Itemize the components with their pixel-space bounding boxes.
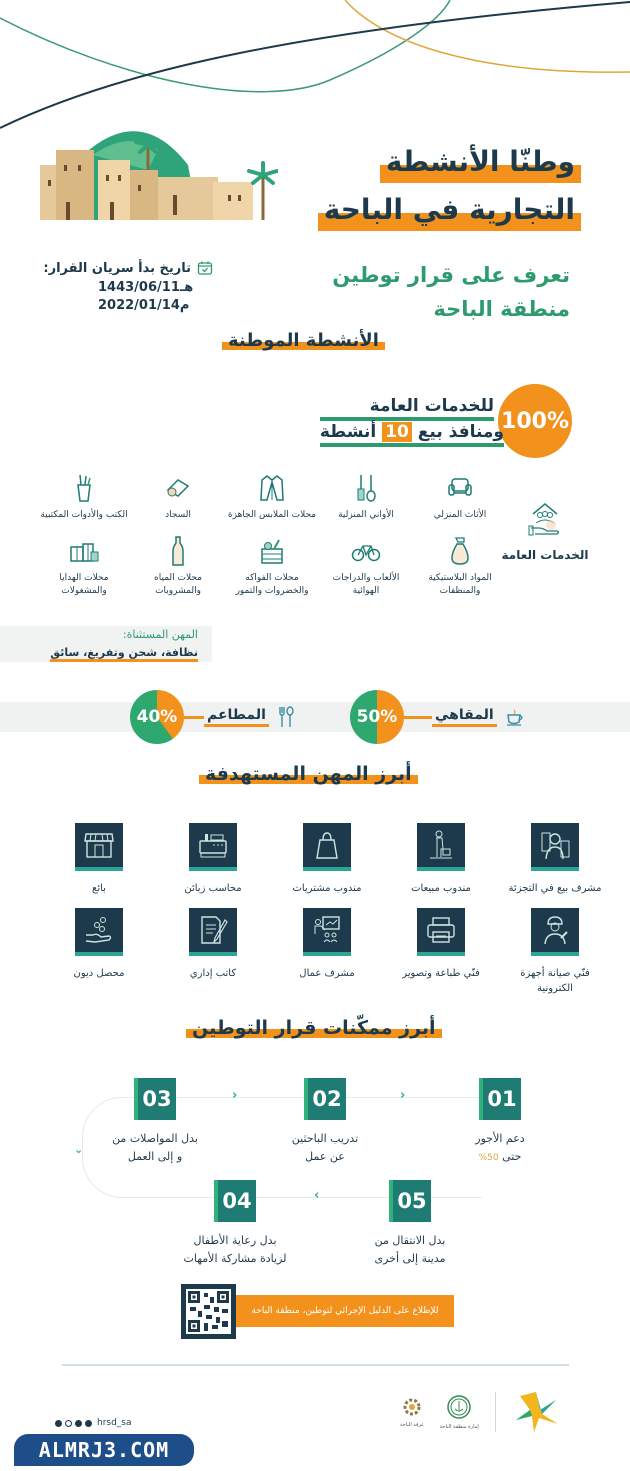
supervisor-icon bbox=[539, 829, 571, 861]
village-illustration bbox=[38, 110, 278, 225]
carpet-roll-icon bbox=[164, 476, 192, 500]
job-item: مندوب مشتريات bbox=[277, 823, 377, 896]
restaurants-percent-badge: 40% bbox=[130, 690, 184, 744]
kitchen-utensils-icon bbox=[354, 473, 378, 503]
jobs-section-title: أبرز المهن المستهدفة bbox=[205, 763, 412, 785]
job-item: مندوب مبيعات bbox=[391, 823, 491, 896]
site-watermark: ALMRJ3.COM bbox=[14, 1434, 194, 1466]
jobs-grid bbox=[35, 823, 605, 996]
printer-icon bbox=[426, 916, 456, 944]
activity-item: محلات الفواكه والخضروات والتمور bbox=[227, 536, 317, 598]
enablers-section-header bbox=[192, 1017, 436, 1039]
gear-logo-icon bbox=[401, 1396, 423, 1418]
general-services-line: للخدمات العامة bbox=[320, 395, 494, 421]
localized-section-header bbox=[228, 330, 379, 351]
flow-chevron-icon: ‹ bbox=[232, 1088, 238, 1103]
emirate-logo: إمارة منطقة الباحة bbox=[440, 1394, 479, 1430]
job-item: فنّي صيانة أجهزة الكترونية bbox=[505, 908, 605, 996]
enabler-step-03: 03 بدل المواصلات من و إلى العمل bbox=[95, 1078, 215, 1166]
youtube-icon[interactable] bbox=[75, 1420, 82, 1427]
job-item: كاتب إداري bbox=[163, 908, 263, 996]
general-services bbox=[500, 500, 590, 562]
bottle-icon bbox=[171, 535, 185, 567]
hrsd-star-logo-icon bbox=[512, 1390, 560, 1434]
intro-line-1: تعرف على قرار توطين bbox=[332, 263, 570, 287]
storefront-icon bbox=[83, 830, 115, 860]
fork-spoon-icon bbox=[277, 706, 295, 728]
facebook-icon[interactable] bbox=[55, 1420, 62, 1427]
localized-section-title: الأنشطة الموطنة bbox=[228, 330, 379, 351]
job-item: محاسب زبائن bbox=[163, 823, 263, 896]
procedural-guide-link[interactable]: للإطلاع على الدليل الإجرائي لتوطين، منطقة الباحة bbox=[236, 1295, 454, 1327]
gift-boxes-icon bbox=[69, 539, 99, 563]
enabler-step-02: 02 تدريب الباحثين عن عمل bbox=[275, 1078, 375, 1166]
cash-register-icon bbox=[197, 831, 229, 859]
flow-chevron-icon: ⌄ bbox=[74, 1143, 84, 1156]
twitter-icon[interactable] bbox=[85, 1420, 92, 1427]
hand-coins-icon bbox=[83, 915, 115, 945]
job-item: مشرف بيع في التجزئة bbox=[505, 823, 605, 896]
emblem-logo-icon bbox=[446, 1394, 472, 1420]
intro-line-2: منطقة الباحة bbox=[433, 297, 570, 321]
bicycle-icon bbox=[351, 540, 381, 562]
date-label: تاريخ بدأ سريان القرار: bbox=[43, 260, 191, 276]
cafes-item bbox=[350, 690, 525, 744]
salesman-icon bbox=[426, 829, 456, 861]
wage-support-percent: 50% bbox=[478, 1153, 499, 1163]
technician-icon bbox=[539, 914, 571, 946]
social-handle: hrsd_sa bbox=[97, 1418, 132, 1428]
armchair-icon bbox=[447, 476, 473, 500]
jacket-icon bbox=[259, 474, 285, 502]
main-title bbox=[324, 140, 575, 236]
footer-divider bbox=[62, 1364, 569, 1366]
cafes-label: المقاهي bbox=[432, 707, 497, 727]
chamber-logo: غرفة الباحة bbox=[400, 1396, 424, 1428]
activity-item: السجاد bbox=[133, 473, 223, 522]
partner-logos bbox=[400, 1390, 560, 1434]
job-item: مشرف عمال bbox=[277, 908, 377, 996]
activity-item: المواد البلاستيكية والمنظفات bbox=[415, 536, 505, 598]
job-item: فنّي طباعة وتصوير bbox=[391, 908, 491, 996]
activity-item: الألعاب والدراجات الهوائية bbox=[321, 536, 411, 598]
intro-heading bbox=[332, 258, 570, 326]
social-links[interactable] bbox=[55, 1418, 132, 1428]
activity-item: محلات المياه والمشروبات bbox=[133, 536, 223, 598]
coffee-cup-icon bbox=[505, 707, 525, 727]
outlets-line: ومنافذ بيع 10 أنشطة bbox=[320, 421, 504, 447]
enablers-section-title: أبرز ممكّنات قرار التوطين bbox=[192, 1017, 436, 1039]
enabler-step-04: 04 بدل رعاية الأطفال لزيادة مشاركة الأمهات bbox=[170, 1180, 300, 1268]
exempt-title: المهن المستثناة: bbox=[122, 628, 198, 641]
title-line-2: التجارية في الباحة bbox=[324, 188, 575, 232]
presentation-icon bbox=[311, 914, 343, 946]
activity-item: الأثاث المنزلي bbox=[415, 473, 505, 522]
calendar-check-icon bbox=[197, 260, 213, 276]
title-line-1: وطنّا الأنشطة bbox=[386, 140, 575, 184]
activity-item: الكتب والأدوات المكتبية bbox=[39, 473, 129, 522]
activity-item: الأواني المنزلية bbox=[321, 473, 411, 522]
spray-bottle-icon bbox=[448, 536, 472, 566]
shopping-bag-icon bbox=[314, 830, 340, 860]
qr-code-icon bbox=[186, 1289, 231, 1334]
date-gregorian: 2022/01/14م bbox=[98, 298, 190, 313]
cafes-percent-badge: 50% bbox=[350, 690, 404, 744]
full-localization-block bbox=[320, 384, 572, 458]
jobs-section-header bbox=[205, 763, 412, 785]
instagram-icon[interactable] bbox=[65, 1420, 72, 1427]
date-hijri: 1443/06/11هـ bbox=[98, 280, 194, 295]
job-item: محصل ديون bbox=[49, 908, 149, 996]
job-item: بائع bbox=[49, 823, 149, 896]
care-hand-house-icon bbox=[527, 500, 563, 538]
exempt-professions bbox=[0, 626, 212, 662]
document-pen-icon bbox=[198, 914, 228, 946]
enabler-step-05: 05 بدل الانتقال من مدينة إلى أخرى bbox=[360, 1180, 460, 1268]
activity-item: محلات الملابس الجاهزة bbox=[227, 473, 317, 522]
flow-chevron-icon: ‹ bbox=[400, 1088, 406, 1103]
restaurants-label: المطاعم bbox=[204, 707, 269, 727]
produce-crate-icon bbox=[259, 537, 285, 565]
effective-date bbox=[38, 260, 213, 313]
partial-localization-band bbox=[0, 702, 630, 732]
enabler-step-01: 01 دعم الأجور حتى 50% bbox=[455, 1078, 545, 1167]
pen-cup-icon bbox=[73, 473, 95, 503]
activity-item: محلات الهدايا والمشغولات bbox=[39, 536, 129, 598]
qr-code[interactable] bbox=[181, 1284, 236, 1339]
restaurants-item bbox=[130, 690, 295, 744]
exempt-list: نظافة، شحن وتفريغ، سائق bbox=[50, 646, 198, 662]
percent-100-badge: 100% bbox=[498, 384, 572, 458]
activities-grid bbox=[35, 473, 505, 598]
general-services-label: الخدمات العامة bbox=[501, 548, 589, 562]
flow-chevron-icon: › bbox=[314, 1188, 320, 1203]
activity-count: 10 bbox=[382, 422, 412, 442]
